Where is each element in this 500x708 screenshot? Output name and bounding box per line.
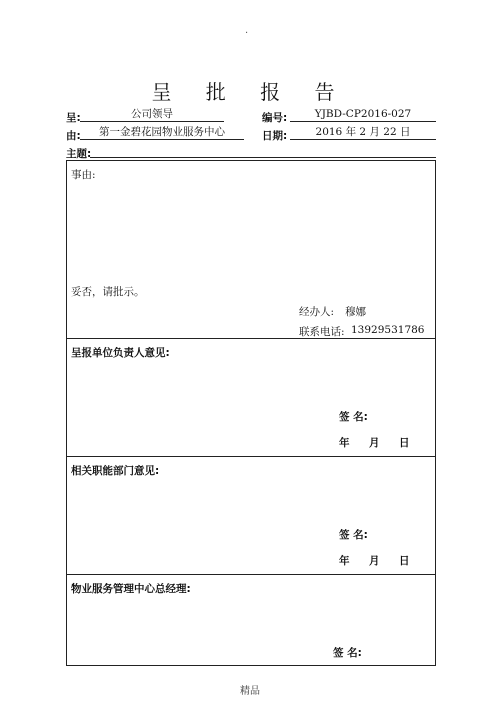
- number-label: 编号:: [262, 112, 288, 124]
- unit-sign-label: 签 名:: [339, 411, 368, 423]
- date-value: 2016 年 2 月 22 日: [290, 126, 436, 140]
- phone-value: 13929531786: [351, 324, 425, 336]
- gm-sign-label: 签 名:: [333, 647, 362, 659]
- unit-day-label: 日: [399, 437, 410, 449]
- matter-closing: 妥否，请批示。: [71, 286, 145, 298]
- section-gm-opinion: [67, 574, 435, 666]
- dept-day-label: 日: [399, 555, 410, 567]
- subject-label: 主题:: [66, 148, 92, 160]
- unit-opinion-label: 呈报单位负责人意见:: [71, 347, 170, 359]
- to-value: 公司领导: [80, 108, 224, 122]
- number-value: YJBD-CP2016-027: [290, 108, 436, 122]
- handler-label: 经办人:: [299, 306, 335, 318]
- gm-opinion-label: 物业服务管理中心总经理:: [71, 583, 191, 595]
- matter-label: 事由:: [71, 169, 96, 181]
- dept-sign-label: 签 名:: [339, 529, 368, 541]
- section-unit-opinion: [67, 338, 435, 457]
- date-label: 日期:: [262, 130, 288, 142]
- handler-name: 穆娜: [345, 306, 366, 318]
- dept-month-label: 月: [369, 555, 380, 567]
- page-title: 呈 批 报 告: [151, 80, 349, 104]
- subject-value: [90, 144, 436, 158]
- phone-label: 联系电话:: [299, 326, 345, 338]
- dept-opinion-label: 相关职能部门意见:: [71, 465, 160, 477]
- from-label: 由:: [66, 130, 81, 142]
- footer-text: 精品: [240, 686, 260, 697]
- unit-month-label: 月: [369, 437, 380, 449]
- dept-year-label: 年: [339, 555, 350, 567]
- to-label: 呈:: [66, 112, 81, 124]
- report-form: [66, 160, 436, 666]
- from-value: 第一金碧花园物业服务中心: [80, 126, 244, 140]
- top-mark: ·: [245, 28, 249, 39]
- unit-year-label: 年: [339, 437, 350, 449]
- section-dept-opinion: [67, 456, 435, 575]
